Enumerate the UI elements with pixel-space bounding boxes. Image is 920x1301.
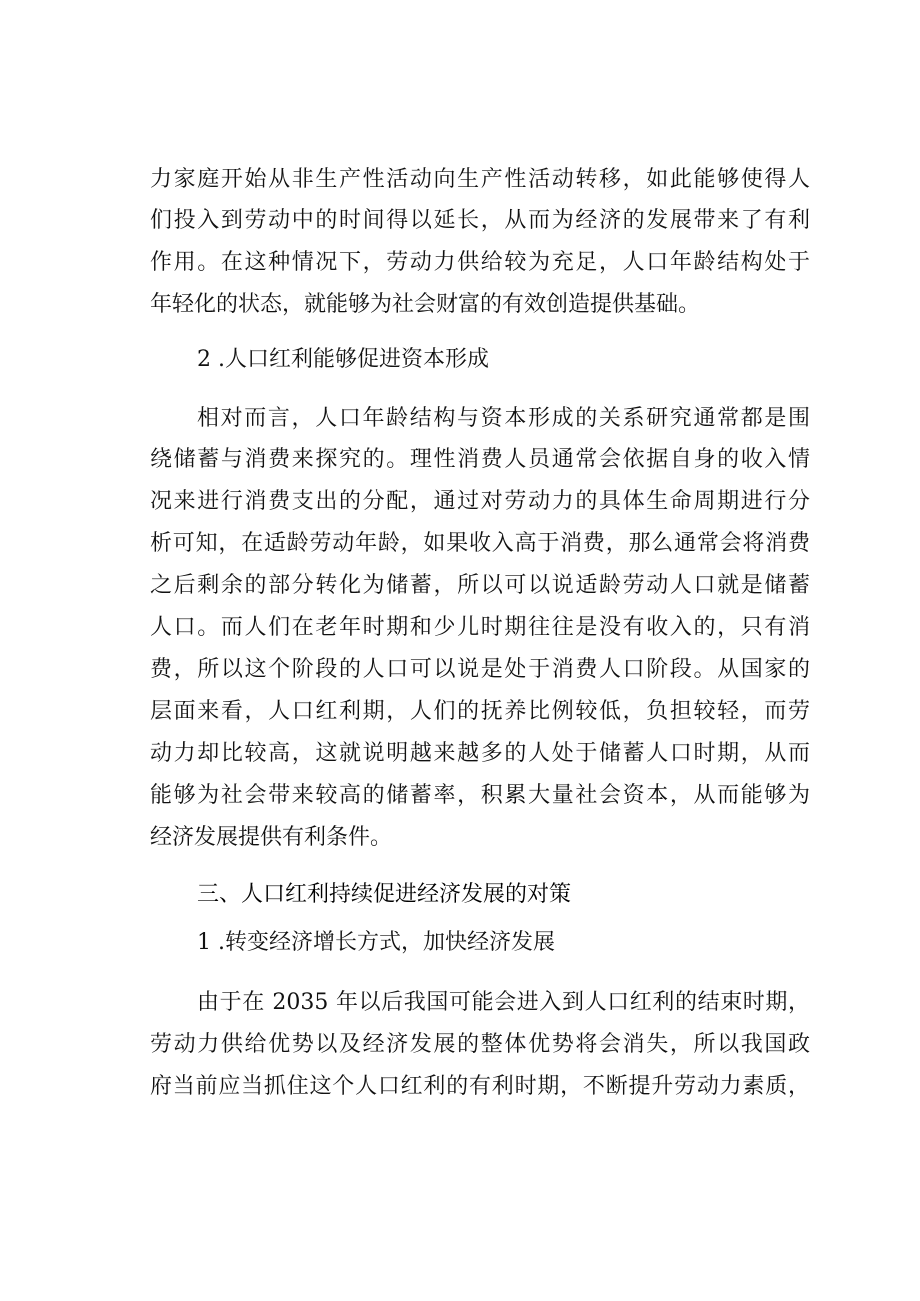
- paragraph-1-line-4: 年轻化的状态，就能够为社会财富的有效创造提供基础。: [150, 292, 701, 317]
- paragraph-1-line-1: 力家庭开始从非生产性活动向生产性活动转移，如此能够使得人: [150, 167, 810, 192]
- subheading-growth-mode: 1 .转变经济增长方式，加快经济发展: [197, 930, 555, 955]
- paragraph-2-line-10: 能够为社会带来较高的储蓄率，积累大量社会资本，从而能够为: [150, 783, 810, 808]
- section-heading-countermeasures: 三、人口红利持续促进经济发展的对策: [197, 882, 572, 907]
- paragraph-3-line-3: 府当前应当抓住这个人口红利的有利时期，不断提升劳动力素质，: [150, 1074, 810, 1099]
- paragraph-2-line-4: 析可知，在适龄劳动年龄，如果收入高于消费，那么通常会将消费: [150, 531, 810, 556]
- paragraph-2-line-6: 人口。而人们在老年时期和少儿时期往往是没有收入的，只有消: [150, 615, 810, 640]
- paragraph-2-line-8: 层面来看，人口红利期，人们的抚养比例较低，负担较轻，而劳: [150, 699, 810, 724]
- paragraph-2-line-11: 经济发展提供有利条件。: [150, 825, 393, 850]
- paragraph-2-line-5: 之后剩余的部分转化为储蓄，所以可以说适龄劳动人口就是储蓄: [150, 573, 810, 598]
- paragraph-1-line-2: 们投入到劳动中的时间得以延长，从而为经济的发展带来了有利: [150, 208, 810, 233]
- paragraph-2-line-7: 费，所以这个阶段的人口可以说是处于消费人口阶段。从国家的: [150, 657, 810, 682]
- paragraph-3-line-2: 劳动力供给优势以及经济发展的整体优势将会消失，所以我国政: [150, 1032, 810, 1057]
- paragraph-1-line-3: 作用。在这种情况下，劳动力供给较为充足，人口年龄结构处于: [150, 250, 810, 275]
- paragraph-2-line-9: 动力却比较高，这就说明越来越多的人处于储蓄人口时期，从而: [150, 741, 810, 766]
- paragraph-2-line-3: 况来进行消费支出的分配，通过对劳动力的具体生命周期进行分: [150, 489, 810, 514]
- paragraph-2-line-2: 绕储蓄与消费来探究的。理性消费人员通常会依据自身的收入情: [150, 447, 810, 472]
- paragraph-2-line-1: 相对而言，人口年龄结构与资本形成的关系研究通常都是围: [197, 406, 810, 431]
- subheading-capital-formation: 2 .人口红利能够促进资本形成: [197, 347, 489, 372]
- paragraph-3-line-1: 由于在 2035 年以后我国可能会进入到人口红利的结束时期，: [197, 990, 810, 1015]
